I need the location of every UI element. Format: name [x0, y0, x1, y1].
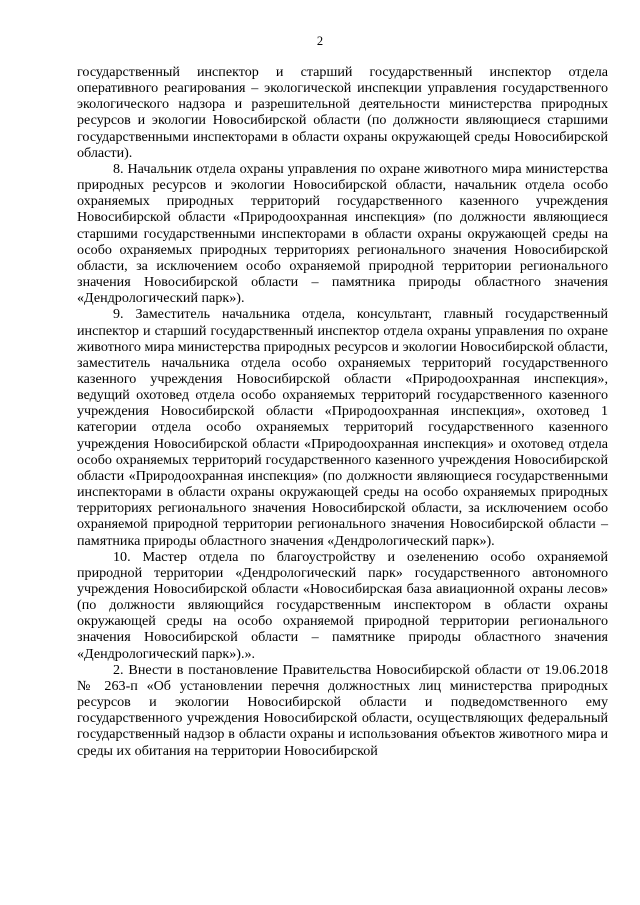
- page-number: 2: [316, 34, 324, 48]
- paragraph-continuation: государственный инспектор и старший государственный инспектор отдела оперативного реагирования – экологической инспекции управления государственного экологического надзора и разрешительной деятельности министерства природных ресурсов и экологии Новосибирской области (по должности являющиеся старшими государственными инспекторами в области охраны окружающей среды Новосибирской области).: [77, 64, 608, 161]
- paragraph-item-10: 10. Мастер отдела по благоустройству и озеленению особо охраняемой природной территории «Дендрологический парк» государственного автономного учреждения Новосибирской области «Новосибирская база авиационной охраны лесов» (по должности являющийся государственным инспектором в области охраны окружающей среды на особо охраняемой природной территории регионального значения Новосибирской области – памятнике природы областного значения «Дендрологический парк»).».: [77, 548, 608, 662]
- document-body: [77, 64, 608, 759]
- paragraph-item-9: 9. Заместитель начальника отдела, консультант, главный государственный инспектор и старший государственный инспектор отдела охраны управления по охране животного мира министерства природных ресурсов и экологии Новосибирской области, заместитель начальника отдела особо охраняемых территорий государственного казенного учреждения Новосибирской области «Природоохранная инспекция», ведущий охотовед отдела особо охраняемых территорий государственного казенного учреждения Новосибирской области «Природоохранная инспекция», охотовед 1 категории отдела особо охраняемых территорий государственного казенного учреждения Новосибирской области «Природоохранная инспекция» и охотовед отдела особо охраняемых территорий государственного казенного учреждения Новосибирской области «Природоохранная инспекция» (по должности являющиеся государственными инспекторами в области охраны окружающей среды на особо охраняемых природных территориях регионального значения Новосибирской области, за исключением особо охраняемой природной территории регионального значения Новосибирской области – памятника природы областного значения «Дендрологический парк»).: [77, 306, 608, 549]
- paragraph-section-2: 2. Внести в постановление Правительства Новосибирской области от 19.06.2018 № 263-п «Об установлении перечня должностных лиц министерства природных ресурсов и экологии Новосибирской области и подведомственного ему государственного учреждения Новосибирской области, осуществляющих федеральный государственный надзор в области охраны и использования объектов животного мира и среды их обитания на территории Новосибирской: [77, 661, 608, 759]
- paragraph-item-8: 8. Начальник отдела охраны управления по охране животного мира министерства природных ресурсов и экологии Новосибирской области, начальник отдела особо охраняемых природных территорий государственного казенного учреждения Новосибирской области «Природоохранная инспекция» (по должности являющиеся старшими государственными инспекторами в области охраны окружающей среды на особо охраняемых природных территориях регионального значения Новосибирской области, за исключением особо охраняемой природной территории регионального значения Новосибирской области – памятника природы областного значения «Дендрологический парк»).: [77, 160, 608, 307]
